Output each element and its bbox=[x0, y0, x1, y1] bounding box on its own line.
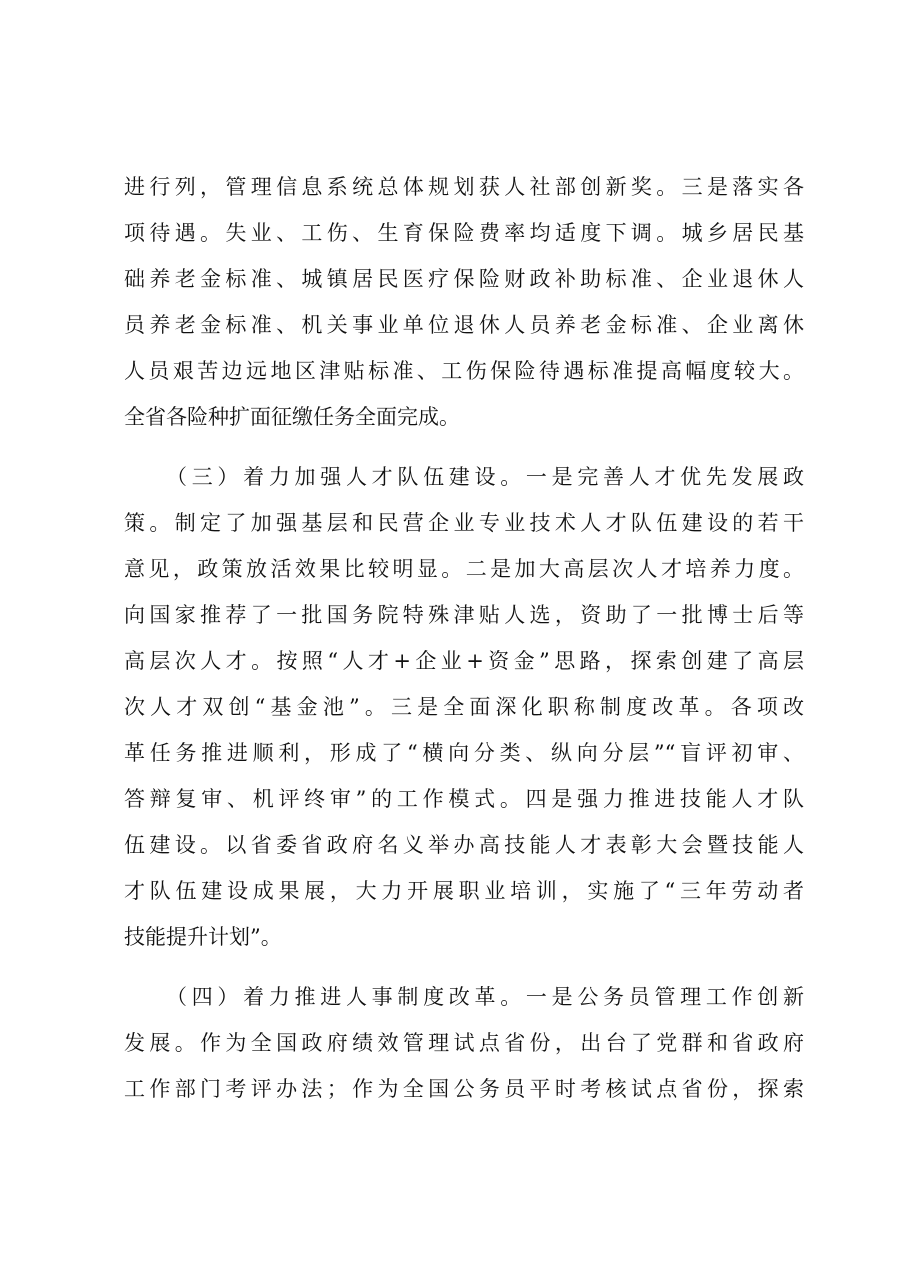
document-body bbox=[124, 164, 804, 1112]
text-line: 伍建设。以省委省政府名义举办高技能人才表彰大会暨技能人 bbox=[124, 833, 804, 857]
text-line: 础养老金标准、城镇居民医疗保险财政补助标准、企业退休人 bbox=[124, 267, 804, 291]
paragraph-talent-team bbox=[124, 454, 804, 960]
text-line: （三）着力加强人才队伍建设。一是完善人才优先发展政 bbox=[166, 465, 804, 489]
text-line: 人员艰苦边远地区津贴标准、工伤保险待遇标准提高幅度较大。 bbox=[124, 359, 804, 383]
paragraph-personnel-reform bbox=[124, 974, 804, 1112]
text-line: 技能提升计划”。 bbox=[124, 925, 282, 949]
text-line: 才队伍建设成果展，大力开展职业培训，实施了“三年劳动者 bbox=[124, 879, 804, 903]
text-line: 次人才双创“基金池”。三是全面深化职称制度改革。各项改 bbox=[124, 695, 804, 719]
text-line: 进行列，管理信息系统总体规划获人社部创新奖。三是落实各 bbox=[124, 175, 804, 199]
text-line: 全省各险种扩面征缴任务全面完成。 bbox=[124, 405, 460, 429]
text-line: 员养老金标准、机关事业单位退休人员养老金标准、企业离休 bbox=[124, 313, 804, 337]
text-line: 发展。作为全国政府绩效管理试点省份，出台了党群和省政府 bbox=[124, 1031, 804, 1055]
text-line: 答辩复审、机评终审”的工作模式。四是强力推进技能人才队 bbox=[124, 787, 804, 811]
paragraph-spacer bbox=[124, 440, 804, 454]
text-line: 意见，政策放活效果比较明显。二是加大高层次人才培养力度。 bbox=[124, 557, 804, 581]
text-line: 策。制定了加强基层和民营企业专业技术人才队伍建设的若干 bbox=[124, 511, 804, 535]
paragraph-social-insurance bbox=[124, 164, 804, 440]
text-line: 项待遇。失业、工伤、生育保险费率均适度下调。城乡居民基 bbox=[124, 221, 804, 245]
paragraph-spacer bbox=[124, 960, 804, 974]
text-line: （四）着力推进人事制度改革。一是公务员管理工作创新 bbox=[166, 985, 804, 1009]
text-line: 革任务推进顺利，形成了“横向分类、纵向分层”“盲评初审、 bbox=[124, 741, 804, 765]
text-line: 向国家推荐了一批国务院特殊津贴人选，资助了一批博士后等 bbox=[124, 603, 804, 627]
text-line: 高层次人才。按照“人才+企业+资金”思路，探索创建了高层 bbox=[124, 649, 804, 673]
text-line: 工作部门考评办法；作为全国公务员平时考核试点省份，探索 bbox=[124, 1077, 804, 1101]
